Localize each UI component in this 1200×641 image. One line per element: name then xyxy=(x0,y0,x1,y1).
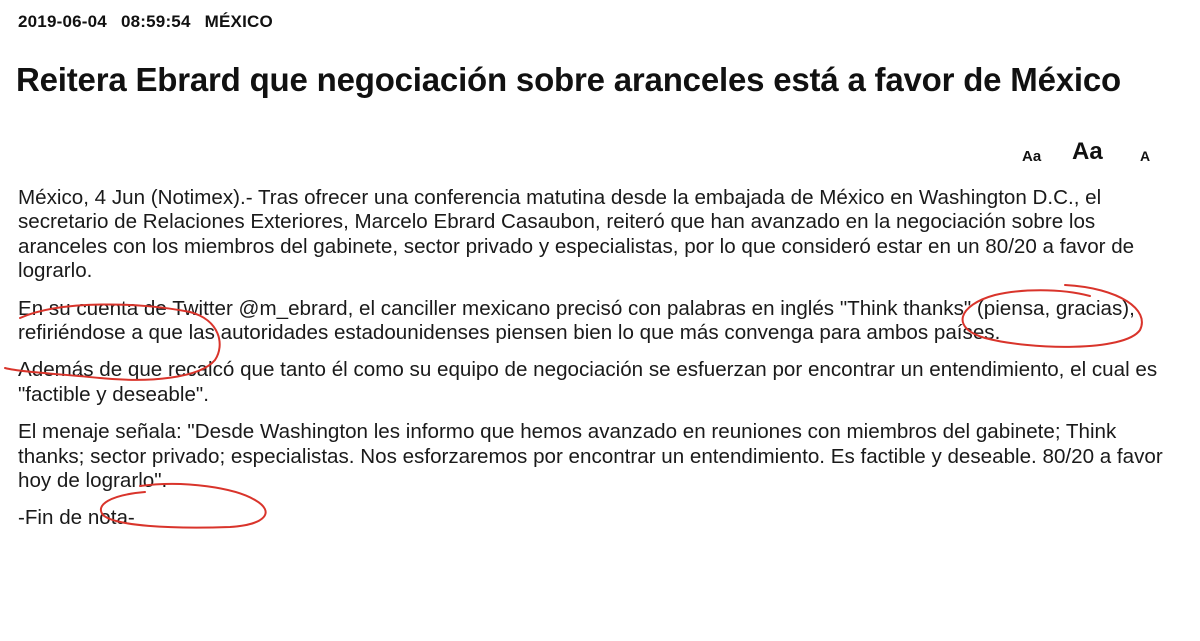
article-body xyxy=(18,186,1180,544)
font-small-button[interactable]: A xyxy=(1140,148,1151,164)
article-section: MÉXICO xyxy=(204,12,273,31)
article-title: Reitera Ebrard que negociación sobre aranceles está a favor de México xyxy=(16,61,1121,98)
article-paragraph: El menaje señala: "Desde Washington les informo que hemos avanzado en reuniones con miembros del gabinete; Think thanks; sector privado; especialistas. Nos esforzaremos por encontrar un entendimiento. Es factible y deseable. 80/20 a favor hoy de lograrlo". xyxy=(18,420,1163,493)
article-time: 08:59:54 xyxy=(120,12,191,31)
font-size-controls xyxy=(1010,136,1180,168)
article-paragraph: En su cuenta de Twitter @m_ebrard, el canciller mexicano precisó con palabras en inglés "Think thanks" (piensa, gracias), refiriéndose a que las autoridades estadounidenses piensen bien lo que más convenga para ambos países. xyxy=(18,296,1135,345)
article-paragraph: -Fin de nota- xyxy=(18,506,135,530)
article-paragraph: Además de que recalcó que tanto él como su equipo de negociación se esfuerzan por encontrar un entendimiento, el cual es "factible y deseable". xyxy=(18,358,1158,406)
article-date: 2019-06-04 xyxy=(18,12,107,31)
font-medium-button[interactable]: Aa xyxy=(1022,148,1042,165)
article-meta xyxy=(18,12,287,32)
article-paragraph: México, 4 Jun (Notimex).- Tras ofrecer una conferencia matutina desde la embajada de México en Washington D.C., el secretario de Relaciones Exteriores, Marcelo Ebrard Casaubon, reiteró que han avanzado en la negociación sobre los aranceles con los miembros del gabinete, sector privado y especialistas, por lo que consideró estar en un 80/20 a favor de lograrlo. xyxy=(18,186,1135,283)
font-large-button[interactable]: Aa xyxy=(1072,138,1103,165)
